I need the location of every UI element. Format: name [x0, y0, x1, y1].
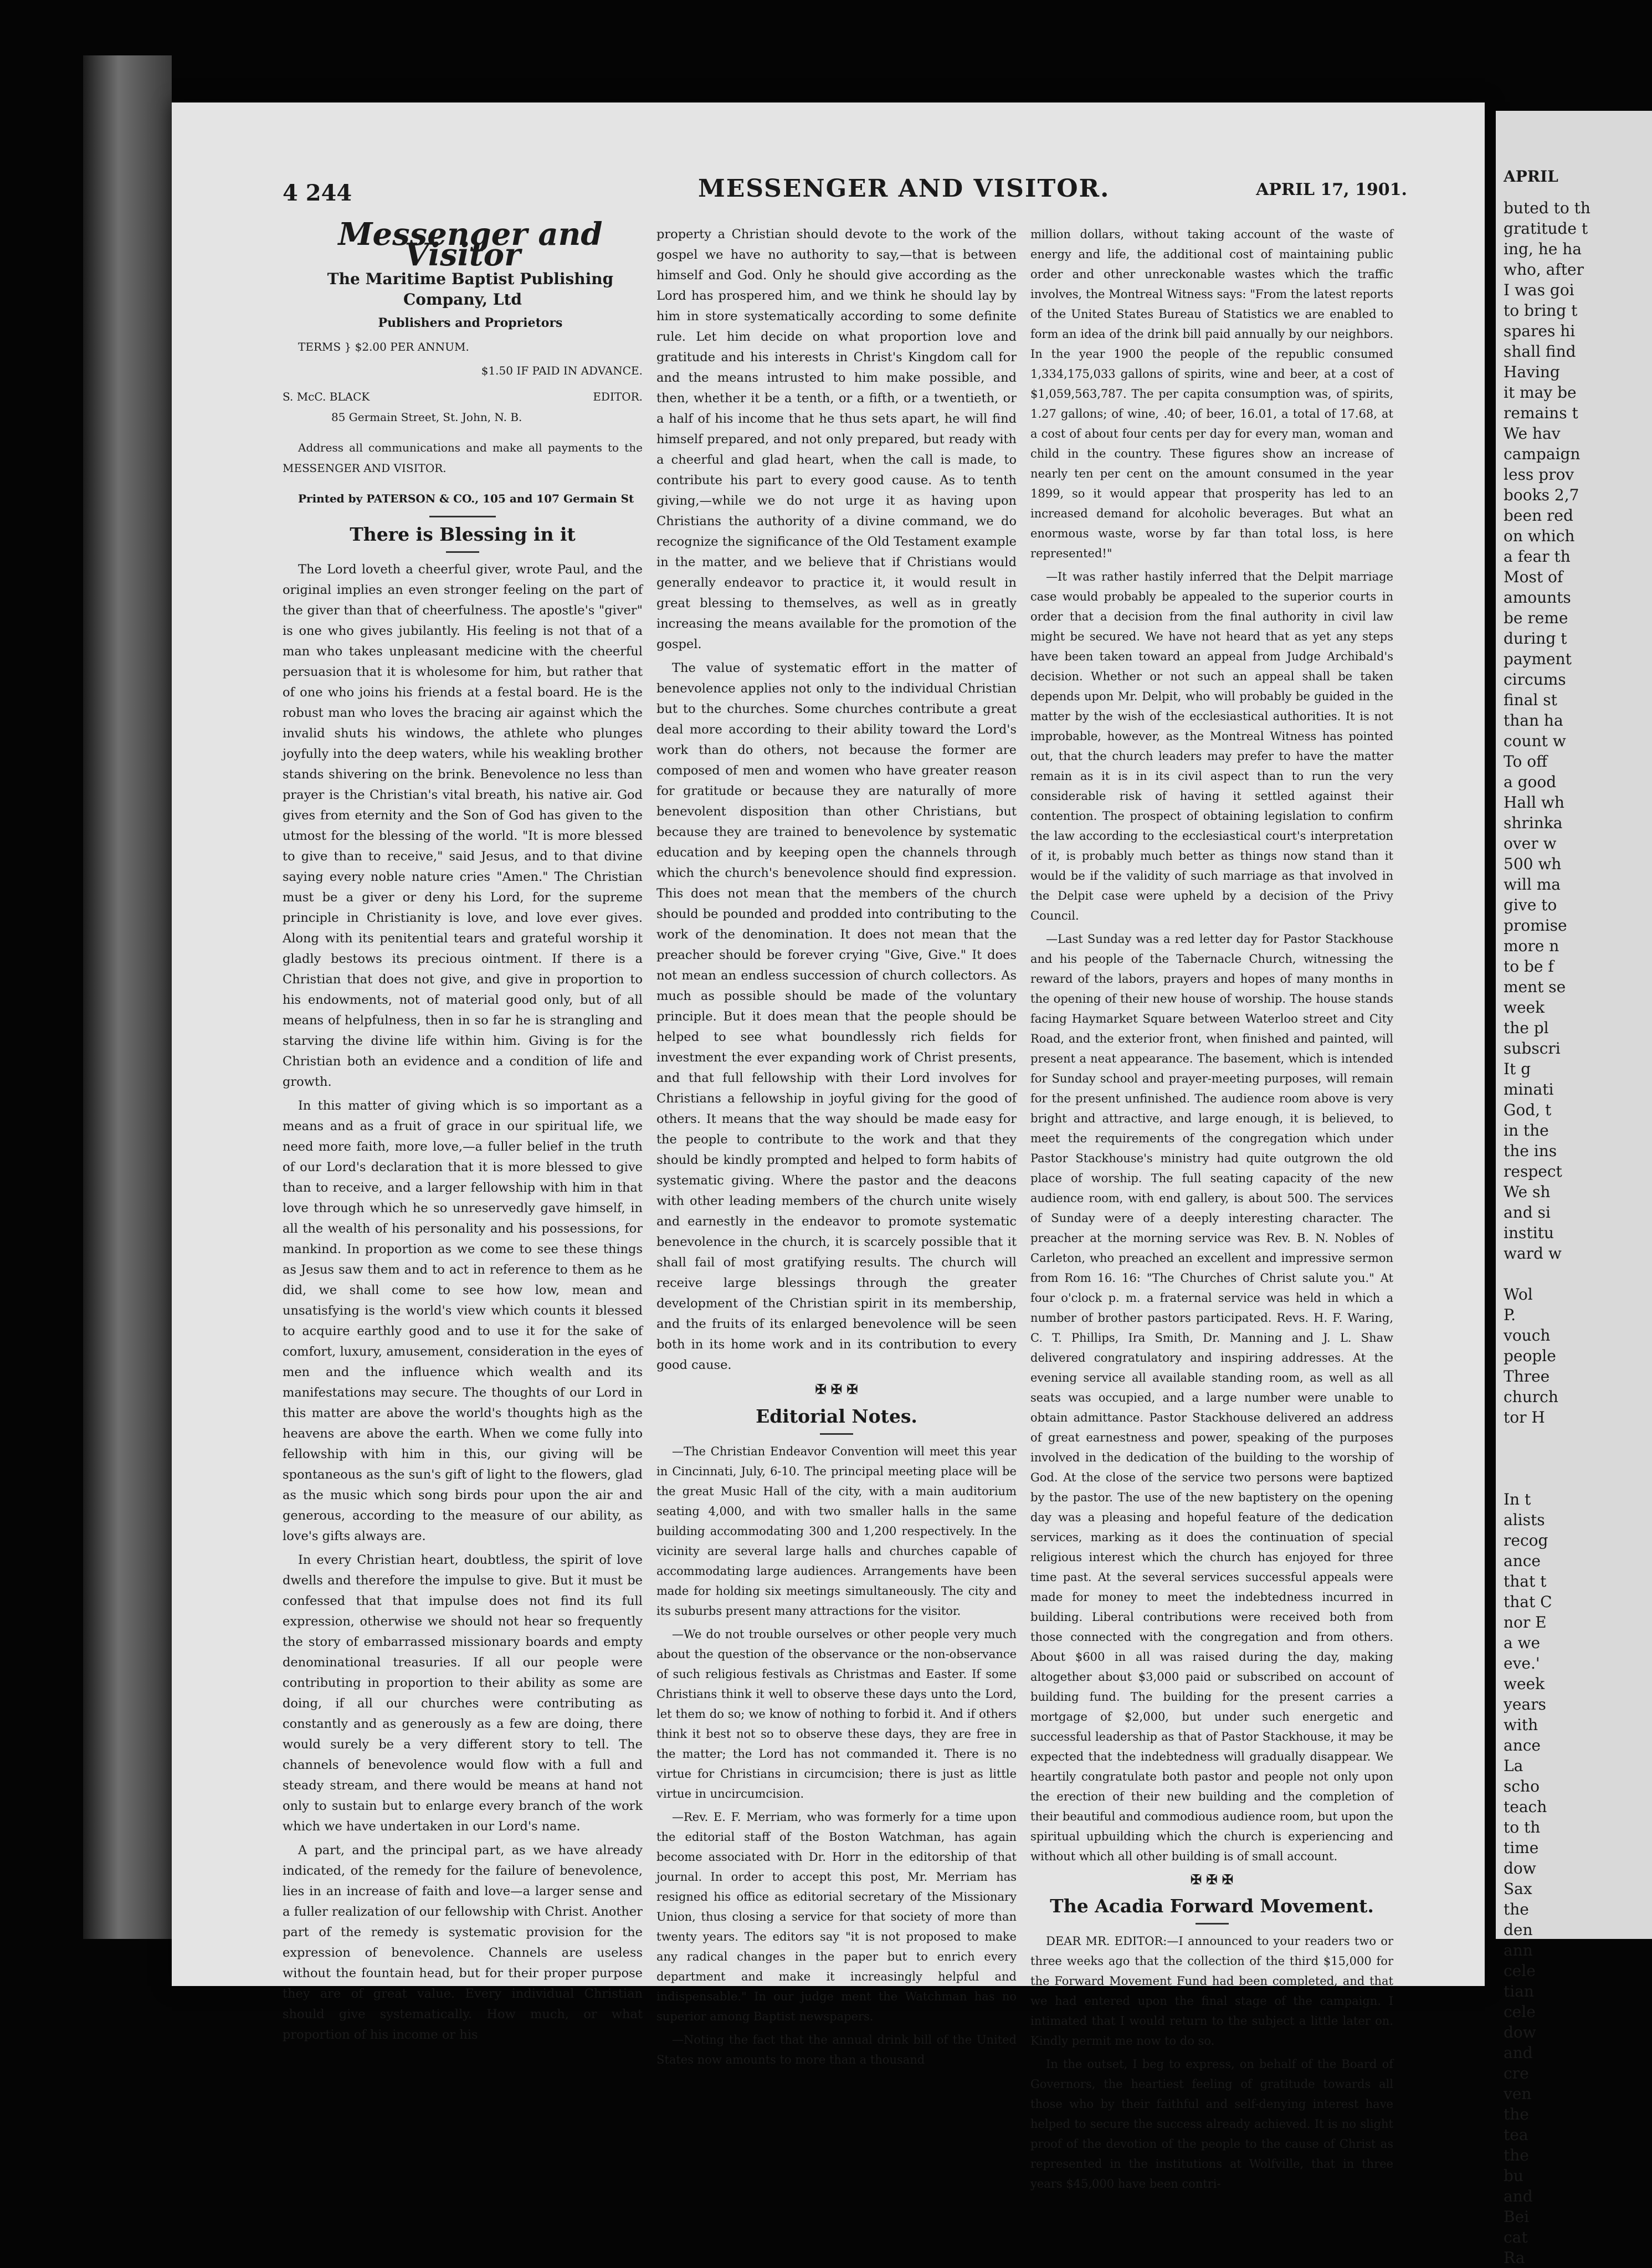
adjacent-page-line: APRIL [1504, 167, 1558, 186]
adjacent-page-line: God, t [1504, 1101, 1552, 1119]
adjacent-page-line: ance [1504, 1552, 1541, 1570]
adjacent-page-line: payment [1504, 650, 1572, 668]
adjacent-page-lines [1496, 111, 1652, 2268]
adjacent-page-line [1496, 1469, 1652, 1489]
editorial-note: —It was rather hastily inferred that the Delpit marriage case would probably be appealed to the superior courts in order that a decision from the final authority in civil law might be secured. We have not heard that as yet any steps have been taken toward an appeal from Judge Archibald's decision. Whether or not such an appeal shall be taken depends upon Mr. Delpit, who will probably be guided in the matter by the wish of the ecclesiastical authorities. It is not improbable, however, as the Montreal Witness has pointed out, that the church leaders may prefer to have the matter remain as it is in its civil aspect than to run the very considerable risk of having it settled against their contention. The prospect of obtaining legislation to confirm the law according to the ecclesiastical court's interpretation of it, is probably much better as things now stand than it would be if the validity of such marriage as that involved in the Delpit case were upheld by a decision of the Privy Council. [1030, 570, 1393, 922]
adjacent-page-line: and si [1504, 1203, 1551, 1222]
adjacent-page-line: been red [1504, 506, 1573, 525]
adjacent-page-line: church [1504, 1388, 1558, 1406]
page-header [172, 175, 1485, 219]
adjacent-page-line: years [1504, 1695, 1546, 1713]
editorial-note: —The Christian Endeavor Convention will meet this year in Cincinnati, July, 6-10. The principal meeting place will be the great Music Hall of the city, with a main auditorium seating 4,000, and with two smaller halls in the same building accommodating 300 and 1,200 respectively. In the vicinity are several large halls and churches capable of accommodating large audiences. Arrangements have been made for holding six meetings simultaneously. The city and its suburbs present many attractions for the visitor. [656, 1445, 1017, 1618]
adjacent-page-line: tian [1504, 1982, 1534, 2000]
article-paragraph: The value of systematic effort in the matter of benevolence applies not only to the individual Christian but to the churches. Some churches contribute a great deal more according to their ability toward the Lord's work than do others, not because the former are composed of men and women who have greater reason for gratitude or because they are naturally of more benevolent disposition than other Christians, but because they are trained to benevolence by systematic education and by keeping open the channels through which the church's benevolence should find expression. This does not mean that the members of the church should be pounded and prodded into contributing to the work of the denomination. It does not mean that the preacher should be forever crying "Give, Give." It does not mean an endless succession of church collectors. As much as possible should be made of the voluntary principle. But it does mean that the people should be helped to see what boundlessly rich fields for investment the ever expanding work of Christ presents, and that full fellowship with their Lord involves for Christians a fellowship in joyful giving for the good of others. It means that the way should be made easy for the people to contribute to the work and that they should be kindly prompted and helped to form habits of systematic giving. Where the pastor and the deacons with other leading members of the church unite wisely and earnestly in the endeavor to promote systematic benevolence in the church, it is scarcely possible that it shall fail of most gratifying results. The church will receive large blessings through the greater development of the Christian spirit in its membership, and the fruits of its enlarged benevolence will be seen both in its home work and in its contribution to every good cause. [656, 661, 1017, 1372]
adjacent-page-line: institu [1504, 1224, 1554, 1242]
editorial-note: —Noting the fact that the annual drink bill of the United States now amounts to more than a thousand [656, 2033, 1017, 2066]
letter-paragraph: In the outset, I beg to express, on behalf of the Board of Governors, the heartiest feeling of gratitude towards all those who by their faithful and self-denying interest have helped to secure the success already achieved. It is no slight proof of the devotion of the people to the cause of Christ as represented in the institutions at Wolfville, that in three years $45,000 have been contri- [1030, 2057, 1393, 2190]
adjacent-page-line: campaign [1504, 445, 1581, 463]
adjacent-page-line: cele [1504, 2003, 1536, 2021]
adjacent-page-line: cre [1504, 2064, 1529, 2082]
adjacent-page-line: than ha [1504, 711, 1563, 730]
adjacent-page-line: Hall wh [1504, 793, 1564, 812]
adjacent-page-line: who, after [1504, 260, 1584, 279]
adjacent-page-line: a fear th [1504, 547, 1571, 566]
adjacent-page-line: Wol [1504, 1285, 1533, 1304]
editorial-heading: Editorial Notes. [756, 1405, 917, 1427]
adjacent-page-line: and [1504, 2044, 1533, 2062]
adjacent-page-line: give to [1504, 896, 1557, 914]
adjacent-page-line: Bei [1504, 2208, 1530, 2226]
adjacent-page-line: with [1504, 1716, 1538, 1734]
adjacent-page-line: count w [1504, 732, 1566, 750]
adjacent-page-line: less prov [1504, 465, 1574, 484]
adjacent-page-line: tor H [1504, 1408, 1545, 1427]
adjacent-page-line: will ma [1504, 875, 1561, 894]
adjacent-page-line: bu [1504, 2167, 1523, 2185]
adjacent-page-line: La [1504, 1757, 1523, 1775]
letter-paragraph: DEAR MR. EDITOR:—I announced to your readers two or three weeks ago that the collection of the third $15,000 for the Forward Movement Fund had been completed, and that we had entered upon the final stage of the campaign. I intimated that I would return to the subject a little later on. Kindly permit me now to do so. [1030, 1935, 1393, 2048]
section-ornament: ✠ ✠ ✠ [815, 1381, 858, 1397]
adjacent-page-line: cele [1504, 1962, 1536, 1980]
adjacent-page-line: the ins [1504, 1142, 1557, 1160]
adjacent-page-line: on which [1504, 527, 1575, 545]
adjacent-page-line: ward w [1504, 1244, 1562, 1263]
adjacent-page-line: and [1504, 2187, 1533, 2205]
adjacent-page-fragment [1496, 111, 1652, 2267]
article-paragraph: property a Christian should devote to the work of the gospel we have no authority to say,—that is between himself and God. Only he should give according as the Lord has prospered him, and we think he should lay by him in store systematically according to some definite rule. Let him decide on what proportion love and gratitude and his interests in Christ's Kingdom call for and the means intrusted to him make possible, and then, whether it be a tenth, or a fifth, or a twentieth, or a half of his income that he thus sets apart, he will find himself prepared, and not only prepared, but ready with a cheerful and glad heart, when the call is made, to contribute his part to every good cause. As to tenth giving,—while we do not urge it as having upon Christians the authority of a divine command, we do recognize the significance of the Old Testament example in the matter, and we believe that if Christians would generally endeavor to practice it, it would result in great blessing to themselves, as well as in greatly increasing the means available for the promotion of the gospel. [656, 227, 1017, 651]
article-paragraph: A part, and the principal part, as we have already indicated, of the remedy for the failure of benevolence, lies in an increase of faith and love—a larger sense and a fuller realization of our fellowship with Christ. Another part of the remedy is systematic provision for the expression of benevolence. Channels are useless without the fountain head, but for their proper purpose they are of great value. Every individual Christian should give systematically. How much, or what proportion of his income or his [283, 1843, 643, 2042]
adjacent-page-line: shall find [1504, 342, 1576, 361]
adjacent-page-line: dow [1504, 1859, 1536, 1877]
newspaper-page [172, 102, 1485, 2190]
adjacent-page-line: to be f [1504, 957, 1554, 976]
adjacent-page-line: the pl [1504, 1019, 1549, 1037]
adjacent-page-line: it may be [1504, 383, 1577, 402]
adjacent-page-line: ann [1504, 1941, 1533, 1959]
adjacent-page-line: We sh [1504, 1183, 1551, 1201]
editorial-note: —Last Sunday was a red letter day for Pastor Stackhouse and his people of the Tabernacle Church, witnessing the reward of the labors, prayers and hopes of many months in the opening of their new house of worship. The house stands facing Haymarket Square between Waterloo street and City Road, and the exterior front, when finished and painted, will present a neat appearance. The basement, which is intended for Sunday school and prayer-meeting purposes, will remain for the present unfinished. The audience room above is very bright and attractive, and large enough, it is believed, to meet the requirements of the congregation which under Pastor Stackhouse's ministry had quite outgrown the old place of worship. The full seating capacity of the new audience room, with end gallery, is about 500. The services of Sunday were of a deeply interesting character. The preacher at the morning service was Rev. B. N. Nobles of Carleton, who preached an excellent and impressive sermon from Rom 16. 16: "The Churches of Christ salute you." At four o'clock p. m. a fraternal service was held in which a number of brother pastors participated. Revs. H. F. Waring, C. T. Phillips, Ira Smith, Dr. Manning and J. L. Shaw delivered congratulatory and inspiring addresses. At the evening service all available standing room, as well as all seats was occupied, and a large number were unable to obtain admittance. Pastor Stackhouse delivered an address of great earnestness and power, speaking of the purposes involved in the dedication of the building to the worship of God. At the close of the service two persons were baptized by the pastor. The use of the new baptistery on the opening day was a pleasing and hopeful feature of the dedication services, marking as it does the continuation of special religious interest which the church has enjoyed for three time past. At the several services successful appeals were made for money to meet the indebtedness incurred in building. Liberal contributions were received both from those connected with the congregation and from others. About $600 in all was raised during the day, making altogether about $3,000 paid or subscribed on account of building fund. The building for the present carries a mortgage of $2,000, but under such energetic and successful leadership as that of Pastor Stackhouse, it may be expected that the indebtedness will gradually disappear. We heartily congratulate both pastor and people not only upon the erection of their new building and the completion of their beautiful and commodious audience room, but upon the spiritual upbuilding which the church is experiencing and without which all other building is of small account. [1030, 932, 1393, 1863]
acadia-heading: The Acadia Forward Movement. [1050, 1895, 1374, 1917]
adjacent-page-line: shrinka [1504, 814, 1563, 832]
adjacent-page-line: Sax [1504, 1880, 1532, 1898]
adjacent-page-line: subscri [1504, 1039, 1561, 1058]
adjacent-page-line: that t [1504, 1572, 1547, 1590]
adjacent-page-line: tea [1504, 2126, 1528, 2144]
column-3 [1030, 224, 1393, 2197]
adjacent-page-line: a good [1504, 773, 1557, 791]
publisher-name: The Maritime Baptist Publishing Company, Ltd [327, 270, 614, 309]
running-title: MESSENGER AND VISITOR. [698, 175, 1110, 203]
editorial-note: —Rev. E. F. Merriam, who was formerly for a time upon the editorial staff of the Boston Watchman, has again become associated with Dr. Horr in the editorship of that journal. In order to accept this post, Mr. Merriam has resigned his office as editorial secretary of the Missionary Union, thus closing a service for that society of more than twenty years. The editors say "it is not proposed to make any radical changes in the paper but to enrich every department and make it increasingly helpful and indispensable." In our judge ment the Watchman has no superior among Baptist newspapers. [656, 1810, 1017, 2023]
publisher-subtitle: Publishers and Proprietors [378, 316, 563, 330]
adjacent-page-line: the [1504, 2146, 1529, 2164]
adjacent-page-line: a we [1504, 1634, 1541, 1652]
editor-address: 85 Germain Street, St. John, N. B. [331, 411, 522, 424]
page-number: 4 244 [283, 180, 352, 206]
adjacent-page-line: ing, he ha [1504, 240, 1582, 258]
correspondence-notice: Address all communications and make all payments to the MESSENGER AND VISITOR. [283, 441, 643, 475]
editor-name: S. McC. BLACK [283, 390, 370, 403]
adjacent-page-line: vouch [1504, 1326, 1551, 1345]
adjacent-page-line: Ra [1504, 2249, 1525, 2267]
adjacent-page-line: gratitude t [1504, 219, 1588, 238]
adjacent-page-line [1496, 1428, 1652, 1448]
article-heading: There is Blessing in it [350, 524, 576, 545]
adjacent-page-line: circums [1504, 670, 1566, 689]
adjacent-page-line: in the [1504, 1121, 1549, 1140]
divider [429, 516, 496, 517]
adjacent-page-line: minati [1504, 1080, 1554, 1099]
adjacent-page-line: dow [1504, 2023, 1536, 2041]
adjacent-page-line: Having [1504, 363, 1560, 381]
adjacent-page-line: buted to th [1504, 199, 1591, 217]
adjacent-page-line: week [1504, 1675, 1545, 1693]
editor-label: EDITOR. [593, 390, 643, 403]
adjacent-page-line: ance [1504, 1736, 1541, 1754]
terms-advance: $1.50 IF PAID IN ADVANCE. [481, 364, 643, 377]
adjacent-page-line: over w [1504, 834, 1557, 853]
column-1 [283, 216, 643, 2049]
editorial-note: —We do not trouble ourselves or other people very much about the question of the observance or the non-observance of such religious festivals as Christmas and Easter. If some Christians think it well to observe these days unto the Lord, let them do so; we know of nothing to forbid it. And if others think it best not so to observe these days, they are free in the matter; the Lord has not commanded it. There is no virtue for Christians in circumcision; there is just as little virtue in uncircumcision. [656, 1628, 1017, 1800]
article-paragraph: In this matter of giving which is so important as a means and as a fruit of grace in our spiritual life, we need more faith, more love,—a fuller belief in the truth of our Lord's declaration that it is more blessed to give than to receive, and a larger fellowship with him in that love through which he so unreservedly gave himself, in all the wealth of his personality and his possessions, for mankind. In proportion as we come to see these things as Jesus saw them and to act in reference to them as he did, we shall come to see how low, mean and unsatisfying is the world's view which counts it blessed to acquire earthly good and to use it for the sake of comfort, luxury, amusement, consideration in the eyes of men and the influence which wealth and its manifestations may secure. The thoughts of our Lord in this matter are above the world's thoughts high as the heavens are above the earth. When we come fully into fellowship with him in this, our giving will be spontaneous as the sun's gift of light to the flowers, glad as the music which song birds pour upon the air and generous, according to the measure of our ability, as love's gifts always are. [283, 1099, 643, 1543]
editorial-note: million dollars, without taking account of the waste of energy and life, the additional cost of maintaining public order and other unreckonable wastes which the traffic involves, the Montreal Witness says: "From the latest reports of the United States Bureau of Statistics we are enabled to form an idea of the drink bill paid annually by our neighbors. In the year 1900 the people of the republic consumed 1,334,175,033 gallons of spirits, wine and beer, at a cost of $1,059,563,787. The per capita consumption was, of spirits, 1.27 gallons; of wine, .40; of beer, 16.01, a total of 17.68, at a cost of about four cents per day for every man, woman and child in the country. These figures show an increase of nearly ten per cent on the amount consumed in the year 1899, so it would appear that prosperity has led to an increased demand for alcoholic beverages. But what an enormous waste, worse by far than total loss, is here represented!" [1030, 228, 1393, 560]
adjacent-page-line: remains t [1504, 404, 1578, 422]
adjacent-page-line: eve.' [1504, 1654, 1540, 1672]
printer-line: Printed by PATERSON & CO., 105 and 107 Germain St [298, 492, 634, 505]
adjacent-page-line [1496, 1264, 1652, 1284]
adjacent-page-line: to bring t [1504, 301, 1578, 320]
adjacent-page-line: Most of [1504, 568, 1563, 586]
adjacent-page-line: scho [1504, 1777, 1540, 1795]
adjacent-page-line: more n [1504, 937, 1559, 955]
binding-spine [83, 55, 172, 1939]
article-paragraph: The Lord loveth a cheerful giver, wrote Paul, and the original implies an even stronger feeling on the part of the giver than that of cheerfulness. The apostle's "giver" is one who gives jubilantly. His feeling is not that of a man who takes unpleasant medicine with the cheerful persuasion that it is wholesome for him, but rather that of one who joins his friends at a festal board. He is the robust man who loves the bracing air against which the invalid shuts his windows, the athlete who plunges joyfully into the deep waters, while his weakling brother stands shivering on the brink. Benevolence no less than prayer is the Christian's vital breath, his native air. God gives from eternity and the Son of God has given to the utmost for the blessing of the world. "It is more blessed to give than to receive," said Jesus, and to that divine saying every noble nature cries "Amen." The Christian must be a giver or deny his Lord, for the supreme principle in Christianity is love, and love ever gives. Along with its penitential tears and grateful worship it gladly bestows its precious ointment. If there is a Christian that does not give, and give in proportion to his endowments, not of material good only, but of all means of helpfulness, then in so far he is strangling and starving the divine life within him. Giving is for the Christian both an evidence and a condition of life and growth. [283, 562, 643, 1089]
masthead-name: Messenger and Visitor [338, 216, 603, 273]
adjacent-page-line: den [1504, 1921, 1533, 1939]
editorial-notes [656, 1441, 1017, 2070]
adjacent-page-line: teach [1504, 1798, 1547, 1816]
adjacent-page-line: Three [1504, 1367, 1550, 1386]
adjacent-page-line: In t [1504, 1490, 1531, 1508]
adjacent-page-line: books 2,7 [1504, 486, 1579, 504]
adjacent-page-line: We hav [1504, 424, 1561, 443]
editor-line [283, 387, 643, 407]
adjacent-page-line: nor E [1504, 1613, 1547, 1631]
adjacent-page-line: the [1504, 2105, 1529, 2123]
adjacent-page-line: amounts [1504, 588, 1571, 607]
adjacent-page-line: respect [1504, 1162, 1562, 1181]
adjacent-page-line: cat [1504, 2228, 1528, 2246]
adjacent-page-line: people [1504, 1347, 1556, 1365]
adjacent-page-line: the [1504, 1900, 1529, 1918]
divider [820, 1433, 853, 1435]
adjacent-page-line: To off [1504, 752, 1548, 771]
adjacent-page-line: alists [1504, 1511, 1545, 1529]
adjacent-page-line: during t [1504, 629, 1567, 648]
adjacent-page-line: I was goi [1504, 281, 1574, 299]
divider [446, 551, 479, 553]
adjacent-page-line: promise [1504, 916, 1567, 935]
adjacent-page-line [1496, 1448, 1652, 1469]
terms-annual: TERMS } $2.00 PER ANNUM. [298, 340, 469, 353]
issue-date: APRIL 17, 1901. [1256, 180, 1407, 199]
adjacent-page-line: It g [1504, 1060, 1531, 1078]
section-ornament: ✠ ✠ ✠ [1190, 1871, 1234, 1887]
adjacent-page-line: ment se [1504, 978, 1566, 996]
adjacent-page-line: be reme [1504, 609, 1568, 627]
article-paragraph: In every Christian heart, doubtless, the spirit of love dwells and therefore the impulse to give. But it must be confessed that that impulse does not find its full expression, otherwise we should not hear so frequently the story of embarrassed missionary boards and empty denominational treasuries. If all our people were contributing in proportion to their ability as some are doing, if all our churches were contributing as constantly and as generously as a few are doing, there would surely be a very different story to tell. The channels of benevolence would flow with a full and steady stream, and there would be means at hand not only to sustain but to enlarge every branch of the work which we have undertaken in our Lord's name. [283, 1553, 643, 1834]
adjacent-page-line: recog [1504, 1531, 1548, 1549]
adjacent-page-line: spares hi [1504, 322, 1576, 340]
adjacent-page-line: week [1504, 998, 1545, 1017]
adjacent-page-line: 500 wh [1504, 855, 1562, 873]
adjacent-page-line: final st [1504, 691, 1557, 709]
divider [1196, 1923, 1229, 1925]
adjacent-page-line: P. [1504, 1306, 1516, 1324]
adjacent-page-line: time [1504, 1839, 1539, 1857]
adjacent-page-line: to th [1504, 1818, 1541, 1836]
adjacent-page-line: ven [1504, 2085, 1532, 2103]
column-2 [656, 224, 1017, 2073]
adjacent-page-line: that C [1504, 1593, 1552, 1611]
